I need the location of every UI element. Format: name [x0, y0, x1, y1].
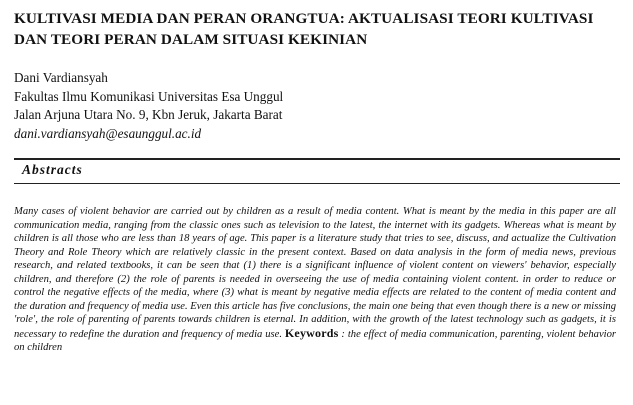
- abstract-bottom-rule: [14, 183, 620, 184]
- author-address: Jalan Arjuna Utara No. 9, Kbn Jeruk, Jakarta Barat: [14, 107, 283, 122]
- author-affiliation: Fakultas Ilmu Komunikasi Universitas Esa Unggul: [14, 88, 284, 104]
- author-email: dani.vardiansyah@esaunggul.ac.id: [14, 125, 202, 141]
- abstract-heading: Abstracts: [22, 162, 83, 177]
- keywords-label: Keywords: [284, 325, 339, 340]
- keywords-text: : the effect of media communication, parenting, violent behavior on children: [14, 328, 617, 353]
- author-block: [14, 69, 614, 143]
- author-name: Dani Vardiansyah: [14, 70, 108, 85]
- paper-title: KULTIVASI MEDIA DAN PERAN ORANGTUA: AKTUALISASI TEORI KULTIVASI DAN TEORI PERAN DALAM SITUASI KEKINIAN: [14, 10, 594, 48]
- abstract-text: Many cases of violent behavior are carried out by children as a result of media content. What is meant by the media in this paper are all communication media, ranging from the classic ones such as television to the latest, the internet with its gadgets. Whereas what is meant by children is all those who are less than 18 years of age. This paper is a literature study that tries to see, discuss, and actualize the Cultivation Theory and Role Theory which are relatively classic in the present context. Based on data analysis in the form of media news, previous research, and related textbooks, it can be seen that (1) there is a significant influence of violent content on viewers' behavior, especially children, and therefore (2) the role of parents is needed in overseeing the use of media containing violent content. in order to reduce or control the negative effects of the media, where (3) what is meant by negative media effects are related to the content of media content and the duration and frequency of media use. Even this article has five conclusions, the main one being that even though there is a new or missing 'role', the role of parenting of parents towards children is eternal. In addition, with the growth of the latest technology such as gadgets, it is necessary to redefine the duration and frequency of media use.: [14, 206, 616, 340]
- abstract-top-rule: [14, 158, 620, 160]
- abstract-body: [14, 205, 616, 355]
